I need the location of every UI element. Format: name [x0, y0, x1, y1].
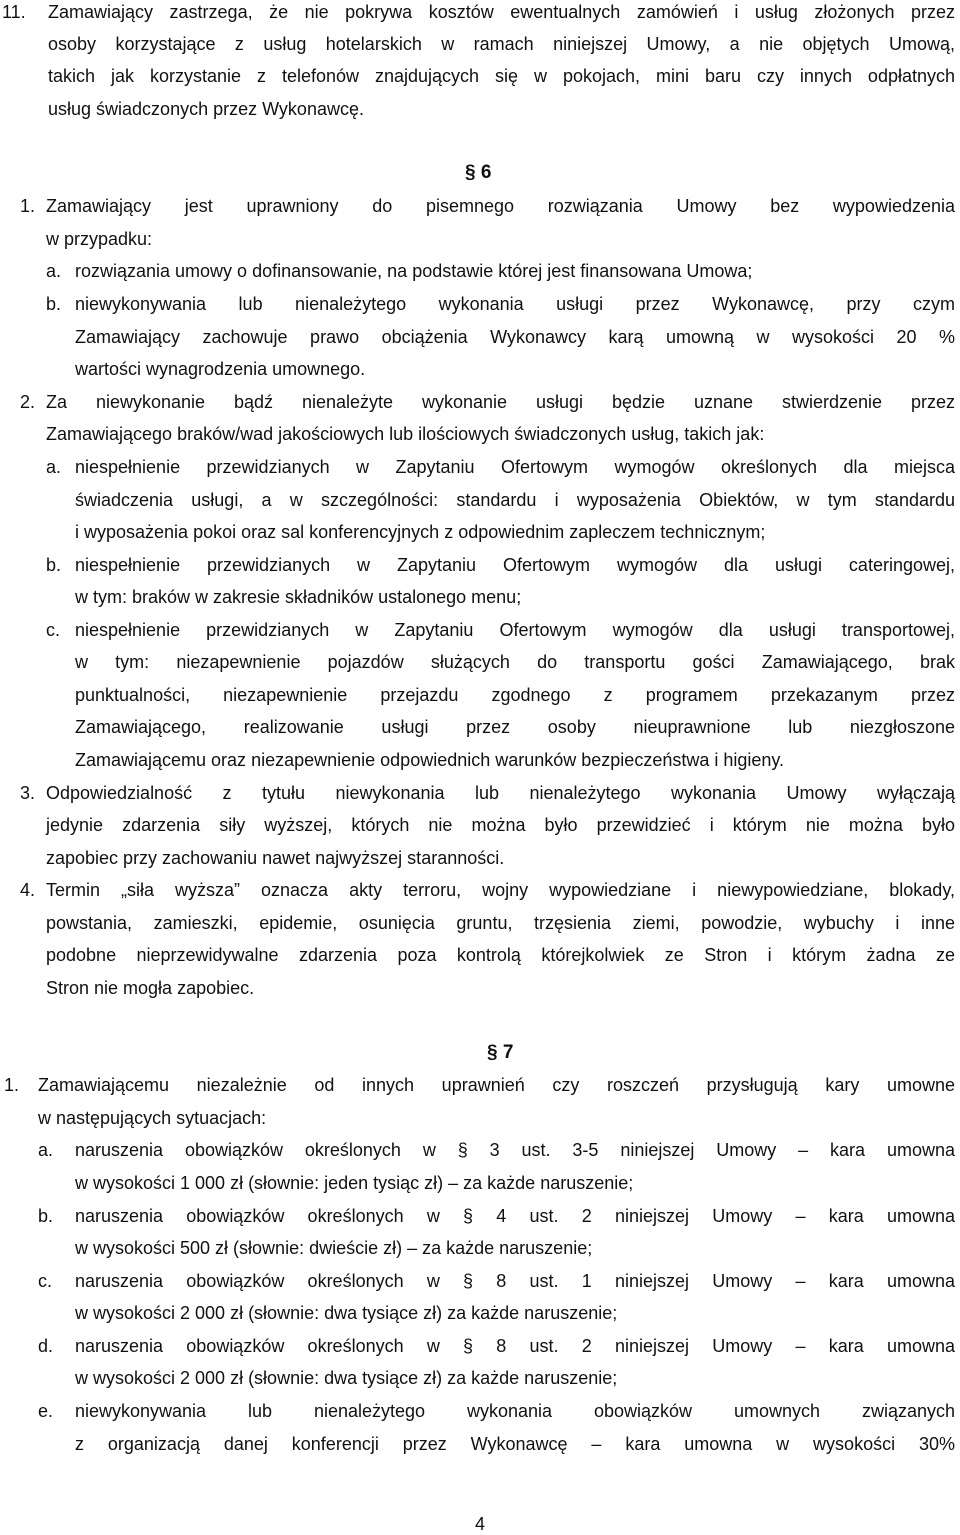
paragraph-line: niespełnienie przewidzianych w Zapytaniu Ofertowym wymogów dla usługi transportowej,	[75, 620, 955, 640]
paragraph-line: Termin „siła wyższa” oznacza akty terroru, wojny wypowiedziane i niewypowiedziane, blokady,	[46, 880, 955, 900]
item-number: 11.	[2, 2, 26, 22]
page-number: 4	[474, 1514, 485, 1534]
paragraph-line: punktualności, niezapewnienie przejazdu zgodnego z programem przekazanym przez	[75, 685, 955, 705]
item-number: 1.	[20, 196, 36, 216]
subitem-label: c.	[38, 1271, 53, 1291]
item-number: 2.	[20, 392, 36, 412]
paragraph-line: niewykonywania lub nienależytego wykonania usługi przez Wykonawcę, przy czym	[75, 294, 955, 314]
paragraph-line: w wysokości 2 000 zł (słownie: dwa tysiące zł) za każde naruszenie;	[75, 1368, 618, 1388]
paragraph-line: Zamawiającego, realizowanie usługi przez osoby nieuprawnione lub niezgłoszone	[75, 717, 955, 737]
subitem-label: a.	[46, 457, 62, 477]
item-number: 1.	[4, 1075, 20, 1095]
paragraph-line: Stron nie mogła zapobiec.	[46, 978, 255, 998]
paragraph-line: z organizacją danej konferencji przez Wykonawcę – kara umowna w wysokości 30%	[75, 1434, 955, 1454]
paragraph-line: w następujących sytuacjach:	[38, 1108, 267, 1128]
paragraph-line: Zamawiającemu oraz niezapewnienie odpowiednich warunków bezpieczeństwa i higieny.	[75, 750, 785, 770]
paragraph-line: naruszenia obowiązków określonych w § 4 ust. 2 niniejszej Umowy – kara umowna	[75, 1206, 955, 1226]
subitem-label: c.	[46, 620, 61, 640]
subitem-label: e.	[38, 1401, 54, 1421]
paragraph-line: Zamawiającemu niezależnie od innych uprawnień czy roszczeń przysługują kary umowne	[38, 1075, 955, 1095]
paragraph-line: podobne nieprzewidywalne zdarzenia poza kontrolą którejkolwiek ze Stron i którym żadna ze	[46, 945, 955, 965]
paragraph-line: niespełnienie przewidzianych w Zapytaniu Ofertowym wymogów dla usługi cateringowej,	[75, 555, 955, 575]
section-heading: § 7	[487, 1042, 514, 1063]
section-heading: § 6	[465, 162, 492, 183]
paragraph-line: takich jak korzystanie z telefonów znajdujących się w pokojach, mini baru czy innych odpłatnych	[48, 66, 955, 86]
paragraph-line: naruszenia obowiązków określonych w § 8 ust. 2 niniejszej Umowy – kara umowna	[75, 1336, 955, 1356]
subitem-label: b.	[38, 1206, 54, 1226]
item-number: 3.	[20, 783, 36, 803]
paragraph-line: powstania, zamieszki, epidemie, osunięcia gruntu, trzęsienia ziemi, powodzie, wybuchy i inne	[46, 913, 955, 933]
paragraph-line: Zamawiający jest uprawniony do pisemnego rozwiązania Umowy bez wypowiedzenia	[46, 196, 955, 216]
paragraph-line: Zamawiającego braków/wad jakościowych lub ilościowych świadczonych usług, takich jak:	[46, 424, 765, 444]
subitem-label: a.	[46, 261, 62, 281]
paragraph-line: i wyposażenia pokoi oraz sal konferencyjnych z odpowiednim zapleczem technicznym;	[75, 522, 766, 542]
paragraph-line: w przypadku:	[46, 229, 153, 249]
subitem-label: b.	[46, 555, 62, 575]
paragraph-line: usług świadczonych przez Wykonawcę.	[48, 99, 364, 119]
paragraph-line: niespełnienie przewidzianych w Zapytaniu Ofertowym wymogów określonych dla miejsca	[75, 457, 955, 477]
paragraph-line: Za niewykonanie bądź nienależyte wykonanie usługi będzie uznane stwierdzenie przez	[46, 392, 955, 412]
subitem-label: d.	[38, 1336, 54, 1356]
paragraph-line: w wysokości 2 000 zł (słownie: dwa tysiące zł) za każde naruszenie;	[75, 1303, 618, 1323]
paragraph-line: rozwiązania umowy o dofinansowanie, na podstawie której jest finansowana Umowa;	[75, 261, 753, 281]
paragraph-line: Odpowiedzialność z tytułu niewykonania lub nienależytego wykonania Umowy wyłączają	[46, 783, 955, 803]
paragraph-line: jedynie zdarzenia siły wyższej, których nie można było przewidzieć i którym nie można było	[46, 815, 955, 835]
paragraph-line: świadczenia usługi, a w szczególności: standardu i wyposażenia Obiektów, w tym standardu	[75, 490, 955, 510]
paragraph-line: zapobiec przy zachowaniu nawet najwyższej staranności.	[46, 848, 505, 868]
paragraph-line: niewykonywania lub nienależytego wykonania obowiązków umownych związanych	[75, 1401, 955, 1421]
paragraph-line: osoby korzystające z usług hotelarskich w ramach niniejszej Umowy, a nie objętych Umową,	[48, 34, 955, 54]
paragraph-line: naruszenia obowiązków określonych w § 8 ust. 1 niniejszej Umowy – kara umowna	[75, 1271, 955, 1291]
paragraph-line: w tym: braków w zakresie składników ustalonego menu;	[75, 587, 522, 607]
paragraph-line: w tym: niezapewnienie pojazdów służących do transportu gości Zamawiającego, brak	[75, 652, 955, 672]
paragraph-line: w wysokości 1 000 zł (słownie: jeden tysiąc zł) – za każde naruszenie;	[75, 1173, 634, 1193]
paragraph-line: w wysokości 500 zł (słownie: dwieście zł) – za każde naruszenie;	[75, 1238, 593, 1258]
subitem-label: a.	[38, 1140, 54, 1160]
subitem-label: b.	[46, 294, 62, 314]
paragraph-line: naruszenia obowiązków określonych w § 3 ust. 3-5 niniejszej Umowy – kara umowna	[75, 1140, 955, 1160]
paragraph-line: Zamawiający zastrzega, że nie pokrywa kosztów ewentualnych zamówień i usług złożonych przez	[48, 2, 955, 22]
item-number: 4.	[20, 880, 36, 900]
paragraph-line: Zamawiający zachowuje prawo obciążenia Wykonawcy karą umowną w wysokości 20 %	[75, 327, 955, 347]
paragraph-line: wartości wynagrodzenia umownego.	[75, 359, 366, 379]
